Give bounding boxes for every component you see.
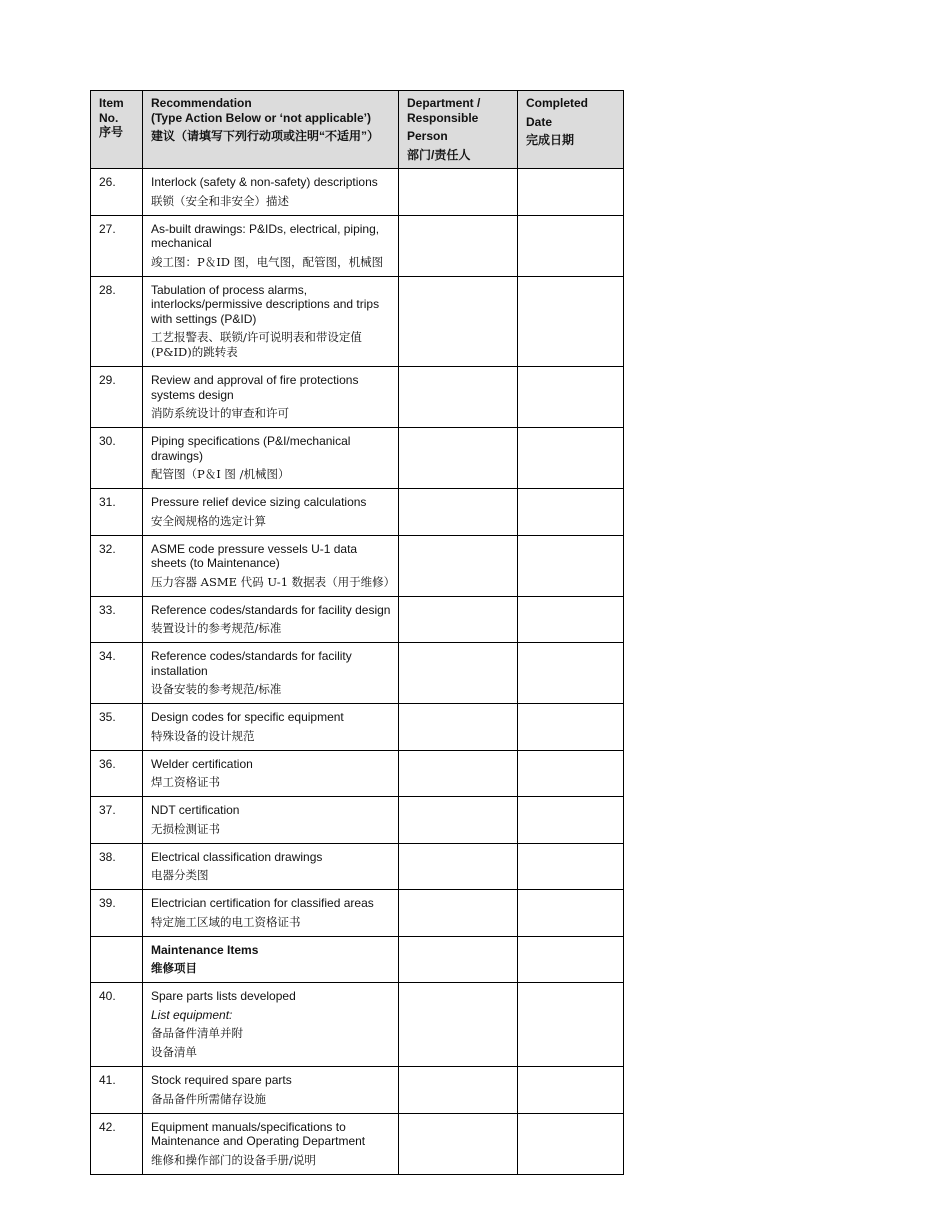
responsible-cell[interactable] — [399, 704, 518, 751]
recommendation-cell — [143, 276, 399, 367]
table-row — [91, 215, 624, 276]
responsible-cell[interactable] — [399, 1113, 518, 1174]
date-cell[interactable] — [518, 215, 624, 276]
header-completed-date — [518, 91, 624, 169]
table-row — [91, 843, 624, 890]
responsible-cell[interactable] — [399, 535, 518, 596]
date-cell[interactable] — [518, 596, 624, 643]
recommendation-cell — [143, 367, 399, 428]
header-recommendation — [143, 91, 399, 169]
recommendation-zh: 无损检测证书 — [151, 821, 220, 836]
item-number: 42. — [91, 1113, 143, 1174]
recommendation-en: Tabulation of process alarms, interlocks/permissive descriptions and trips with settings (P&ID) — [151, 282, 380, 326]
date-cell[interactable] — [518, 1067, 624, 1114]
recommendation-en: NDT certification — [151, 803, 240, 817]
section-row — [91, 936, 624, 983]
responsible-cell[interactable] — [399, 643, 518, 704]
header-person-en: Person — [407, 129, 448, 143]
recommendation-en: Interlock (safety & non-safety) descriptions — [151, 175, 378, 189]
date-cell[interactable] — [518, 489, 624, 536]
recommendation-cell — [143, 704, 399, 751]
recommendation-zh: 配管图（P＆I 图 /机械图） — [151, 467, 290, 481]
recommendation-cell — [143, 1113, 399, 1174]
responsible-cell[interactable] — [399, 428, 518, 489]
date-cell[interactable] — [518, 367, 624, 428]
responsible-cell — [399, 936, 518, 983]
recommendation-en: Review and approval of fire protections systems design — [151, 373, 359, 402]
recommendation-en: Pressure relief device sizing calculations — [151, 495, 367, 509]
table-row — [91, 535, 624, 596]
recommendation-cell — [143, 428, 399, 489]
recommendation-cell — [143, 750, 399, 797]
header-department-en: Department / Responsible — [407, 96, 481, 125]
item-number: 35. — [91, 704, 143, 751]
responsible-cell[interactable] — [399, 367, 518, 428]
table-row — [91, 169, 624, 216]
header-item-no — [91, 91, 143, 169]
recommendation-en: Spare parts lists developed — [151, 989, 296, 1003]
item-number: 36. — [91, 750, 143, 797]
recommendation-en: Stock required spare parts — [151, 1073, 292, 1087]
item-number: 39. — [91, 890, 143, 937]
recommendation-cell — [143, 169, 399, 216]
recommendation-zh: 电器分类图 — [151, 868, 209, 882]
responsible-cell[interactable] — [399, 890, 518, 937]
recommendation-cell — [143, 890, 399, 937]
responsible-cell[interactable] — [399, 797, 518, 844]
header-recommendation-en: Recommendation — [151, 96, 252, 110]
date-cell — [518, 936, 624, 983]
header-department-zh: 部门/责任人 — [407, 147, 471, 162]
responsible-cell[interactable] — [399, 169, 518, 216]
table-row — [91, 276, 624, 367]
date-cell[interactable] — [518, 1113, 624, 1174]
table-row — [91, 489, 624, 536]
date-cell[interactable] — [518, 643, 624, 704]
table-row — [91, 1067, 624, 1114]
recommendation-en: Reference codes/standards for facility design — [151, 602, 391, 617]
item-number: 37. — [91, 797, 143, 844]
table-row — [91, 890, 624, 937]
header-item-en: Item — [99, 96, 124, 110]
header-recommendation-note: (Type Action Below or ‘not applicable’) — [151, 110, 372, 125]
recommendation-en: Design codes for specific equipment — [151, 710, 344, 724]
recommendation-en: Electrical classification drawings — [151, 849, 323, 864]
recommendation-zh: 维修和操作部门的设备手册/说明 — [151, 1152, 316, 1167]
recommendation-cell — [143, 643, 399, 704]
table-row — [91, 797, 624, 844]
recommendation-zh: 备品备件清单并附 — [151, 1026, 243, 1040]
recommendation-zh: 联锁（安全和非安全）描述 — [151, 193, 289, 208]
table-row — [91, 750, 624, 797]
recommendation-zh: 装置设计的参考规范/标准 — [151, 621, 282, 635]
recommendation-en: ASME code pressure vessels U-1 data sheets (to Maintenance) — [151, 541, 358, 570]
table-row — [91, 367, 624, 428]
item-number: 29. — [91, 367, 143, 428]
recommendation-en: Reference codes/standards for facility installation — [151, 649, 352, 678]
responsible-cell[interactable] — [399, 215, 518, 276]
recommendation-zh: 焊工资格证书 — [151, 775, 220, 789]
date-cell[interactable] — [518, 704, 624, 751]
date-cell[interactable] — [518, 890, 624, 937]
recommendation-en: As-built drawings: P&IDs, electrical, piping, mechanical — [151, 221, 380, 250]
responsible-cell[interactable] — [399, 276, 518, 367]
header-date-en: Date — [526, 114, 553, 129]
recommendation-zh: 竣工图：P＆ID 图，电气图，配管图，机械图 — [151, 254, 384, 269]
section-title-en: Maintenance Items — [151, 942, 259, 957]
list-equipment-label: List equipment: — [151, 1007, 233, 1022]
recommendation-cell — [143, 215, 399, 276]
table-row — [91, 1113, 624, 1174]
item-number: 31. — [91, 489, 143, 536]
recommendation-zh: 特殊设备的设计规范 — [151, 728, 255, 743]
item-number: 26. — [91, 169, 143, 216]
item-number: 34. — [91, 643, 143, 704]
recommendation-en: Electrician certification for classified areas — [151, 896, 374, 910]
header-no-en: No. — [99, 110, 119, 125]
item-number: 32. — [91, 535, 143, 596]
item-number: 41. — [91, 1067, 143, 1114]
header-department — [399, 91, 518, 169]
item-number: 38. — [91, 843, 143, 890]
responsible-cell[interactable] — [399, 596, 518, 643]
recommendation-zh-continued: 设备清单 — [151, 1045, 197, 1059]
date-cell[interactable] — [518, 169, 624, 216]
recommendation-cell — [143, 843, 399, 890]
table-row — [91, 983, 624, 1067]
table-row — [91, 596, 624, 643]
responsible-cell[interactable] — [399, 983, 518, 1067]
section-title-zh: 维修项目 — [151, 961, 197, 975]
recommendation-zh: 消防系统设计的审查和许可 — [151, 406, 289, 420]
responsible-cell[interactable] — [399, 843, 518, 890]
recommendation-zh: 安全阀规格的选定计算 — [151, 513, 266, 528]
section-title-cell — [143, 936, 399, 983]
date-cell[interactable] — [518, 535, 624, 596]
header-item-zh: 序号 — [99, 125, 124, 139]
recommendation-cell — [143, 489, 399, 536]
item-number: 30. — [91, 428, 143, 489]
header-completed-zh: 完成日期 — [526, 133, 575, 147]
recommendation-zh: 备品备件所需储存设施 — [151, 1091, 266, 1106]
date-cell[interactable] — [518, 750, 624, 797]
recommendation-cell — [143, 535, 399, 596]
recommendation-en: Equipment manuals/specifications to Maintenance and Operating Department — [151, 1119, 366, 1148]
date-cell[interactable] — [518, 843, 624, 890]
item-number: 40. — [91, 983, 143, 1067]
recommendation-zh: 压力容器 ASME 代码 U-1 数据表（用于维修） — [151, 574, 396, 589]
responsible-cell[interactable] — [399, 750, 518, 797]
checklist-sheet — [90, 90, 624, 1175]
recommendation-en: Piping specifications (P&I/mechanical drawings) — [151, 434, 351, 463]
table-row — [91, 428, 624, 489]
responsible-cell[interactable] — [399, 1067, 518, 1114]
recommendation-cell — [143, 983, 399, 1067]
table-header-row — [91, 91, 624, 169]
recommendation-en: Welder certification — [151, 756, 253, 771]
table-row — [91, 704, 624, 751]
recommendation-zh: 工艺报警表、联锁/许可说明表和带设定值(P&ID)的跳转表 — [151, 330, 362, 359]
item-number: 33. — [91, 596, 143, 643]
date-cell[interactable] — [518, 797, 624, 844]
recommendation-cell — [143, 797, 399, 844]
item-number: 28. — [91, 276, 143, 367]
recommendation-zh: 设备安装的参考规范/标准 — [151, 682, 282, 696]
recommendation-table — [90, 90, 624, 1175]
date-cell[interactable] — [518, 428, 624, 489]
recommendation-cell — [143, 1067, 399, 1114]
recommendation-cell — [143, 596, 399, 643]
item-number — [91, 936, 143, 983]
header-recommendation-zh: 建议（请填写下列行动项或注明“不适用”） — [151, 129, 380, 143]
table-row — [91, 643, 624, 704]
recommendation-zh: 特定施工区域的电工资格证书 — [151, 914, 301, 929]
header-completed-en: Completed — [526, 96, 589, 110]
date-cell[interactable] — [518, 276, 624, 367]
responsible-cell[interactable] — [399, 489, 518, 536]
item-number: 27. — [91, 215, 143, 276]
date-cell[interactable] — [518, 983, 624, 1067]
